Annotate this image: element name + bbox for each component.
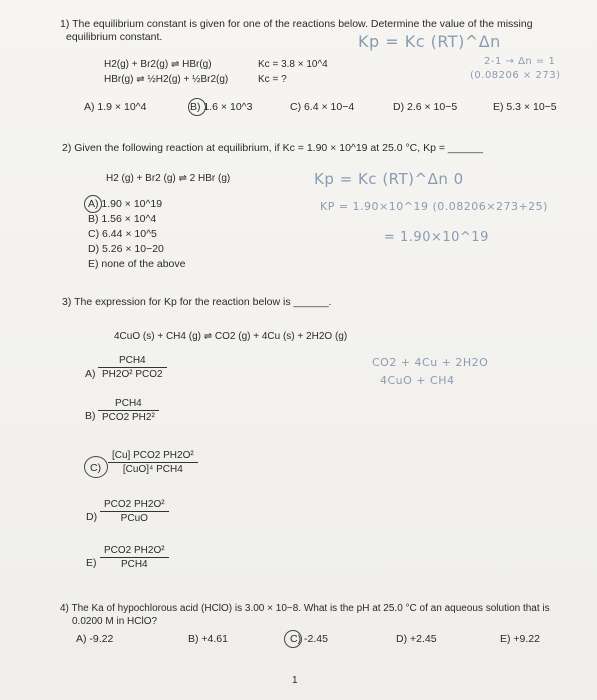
q1-prompt-line2: equilibrium constant. <box>66 31 163 43</box>
fraction-bar <box>98 410 159 411</box>
fraction-bar <box>100 557 169 558</box>
q2-selected-mark <box>84 195 102 213</box>
q3-choice-a-label[interactable]: A) <box>85 368 96 380</box>
q4-prompt-line1: 4) The Ka of hypochlorous acid (HClO) is 3.00 × 10−8. What is the pH at 25.0 °C of an aqueous solution that is <box>60 603 550 614</box>
q3-choice-d-label[interactable]: D) <box>86 511 98 523</box>
q3-choice-e-fraction <box>100 545 169 570</box>
q3-e-numerator: PCO2 PH2O² <box>104 545 165 556</box>
q4-choice-a[interactable]: A) -9.22 <box>76 633 114 645</box>
q2-choice-e[interactable]: E) none of the above <box>88 258 186 270</box>
q1-choice-d[interactable]: D) 2.6 × 10−5 <box>393 101 458 113</box>
q4-prompt-line2: 0.0200 M in HClO? <box>72 616 158 627</box>
q1-reaction-2: HBr(g) ⇌ ½H2(g) + ½Br2(g) <box>104 74 229 85</box>
q1-reaction-1: H2(g) + Br2(g) ⇌ HBr(g) <box>104 59 212 70</box>
fraction-bar <box>108 462 198 463</box>
q4-choice-b[interactable]: B) +4.61 <box>188 633 228 645</box>
q3-a-numerator: PCH4 <box>118 355 146 366</box>
q3-reaction: 4CuO (s) + CH4 (g) ⇌ CO2 (g) + 4Cu (s) + 2H2O (g) <box>114 331 348 342</box>
fraction-bar <box>98 367 167 368</box>
q3-c-denominator: [CuO]⁴ PCH4 <box>122 464 183 475</box>
q1-choice-b[interactable]: B) 1.6 × 10^3 <box>190 101 253 113</box>
q1-reaction-1-k: Kc = 3.8 × 10^4 <box>258 59 328 70</box>
q3-prompt: 3) The expression for Kp for the reaction below is ______. <box>62 296 332 308</box>
q1-selected-mark <box>188 98 206 116</box>
q3-choice-d-fraction <box>100 499 169 524</box>
q3-choice-b-label[interactable]: B) <box>85 410 96 422</box>
q3-choice-e-label[interactable]: E) <box>86 557 97 569</box>
q3-handwritten-products: CO2 + 4Cu + 2H2O <box>372 356 489 369</box>
q2-handwritten-formula: Kp = Kc (RT)^Δn 0 <box>314 170 464 188</box>
q3-choice-b-fraction <box>98 398 159 423</box>
q4-selected-mark <box>284 630 302 648</box>
q4-choice-e[interactable]: E) +9.22 <box>500 633 540 645</box>
q1-handwritten-dn: 2-1 → Δn = 1 <box>484 56 556 67</box>
q3-choice-a-fraction <box>98 355 167 380</box>
q2-choice-b[interactable]: B) 1.56 × 10^4 <box>88 213 157 225</box>
q2-choice-c[interactable]: C) 6.44 × 10^5 <box>88 228 157 240</box>
q1-prompt-line1: 1) The equilibrium constant is given for one of the reactions below. Determine the value of the missing <box>60 18 533 30</box>
q3-b-numerator: PCH4 <box>115 398 142 409</box>
q4-choice-c[interactable]: C) -2.45 <box>290 633 328 645</box>
q3-c-numerator: [Cu] PCO2 PH2O² <box>112 450 194 461</box>
q3-handwritten-reactants: 4CuO + CH4 <box>380 374 455 387</box>
fraction-bar <box>100 511 169 512</box>
q2-prompt: 2) Given the following reaction at equilibrium, if Kc = 1.90 × 10^19 at 25.0 °C, Kp = ______ <box>62 142 483 154</box>
q1-choice-a[interactable]: A) 1.9 × 10^4 <box>84 101 147 113</box>
q2-choice-a[interactable]: A) 1.90 × 10^19 <box>88 198 163 210</box>
q2-choice-d[interactable]: D) 5.26 × 10−20 <box>88 243 164 255</box>
q2-reaction: H2 (g) + Br2 (g) ⇌ 2 HBr (g) <box>106 173 231 184</box>
q4-choice-d[interactable]: D) +2.45 <box>396 633 437 645</box>
q3-b-denominator: PCO2 PH2² <box>102 412 155 423</box>
page-number: 1 <box>292 675 298 686</box>
q2-handwritten-calc: KP = 1.90×10^19 (0.08206×273+25) <box>320 200 548 213</box>
q3-selected-mark <box>84 456 108 478</box>
q3-choice-c-label[interactable]: C) <box>90 462 102 474</box>
q3-d-numerator: PCO2 PH2O² <box>104 499 165 510</box>
q3-choice-c-fraction <box>108 450 198 475</box>
q1-choice-c[interactable]: C) 6.4 × 10−4 <box>290 101 355 113</box>
q2-handwritten-result: = 1.90×10^19 <box>384 230 489 245</box>
q1-handwritten-calc: (0.08206 × 273) <box>470 70 561 81</box>
q3-e-denominator: PCH4 <box>120 559 148 570</box>
q1-reaction-2-k: Kc = ? <box>258 74 287 85</box>
q1-choice-e[interactable]: E) 5.3 × 10−5 <box>493 101 557 113</box>
q3-a-denominator: PH2O² PCO2 <box>102 369 163 380</box>
q3-d-denominator: PCuO <box>120 513 148 524</box>
q1-handwritten-formula: Kp = Kc (RT)^Δn <box>358 32 501 51</box>
